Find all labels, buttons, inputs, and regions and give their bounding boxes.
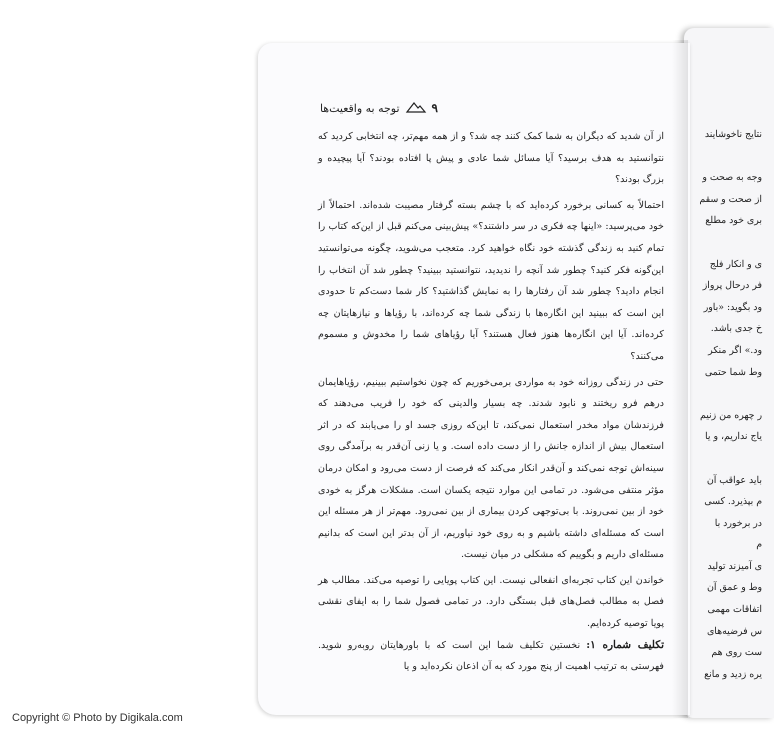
next-page-line: خ جدی باشد. — [710, 323, 762, 335]
assignment-label: تکلیف شماره ۱: — [586, 638, 664, 651]
next-page-line: م — [756, 539, 762, 551]
next-page-line: فر درحال پرواز — [702, 280, 762, 292]
paragraph-2: احتمالاً به کسانی برخورد کرده‌اید که با چشم بسته گرفتار مصیبت شده‌اند. احتمالاً از خود می‌پرسید: «اینها چه فکری در سر داشتند؟» پیش‌بینی می‌کنم قبل از این‌که کتاب را تمام کنید به زندگی گذشته خود نگاه خواهید کرد. متعجب می‌شوید، چگونه می‌توانستید این‌گونه فکر کنید؟ چطور شد آنچه را ندیدید، نتوانستید ببینید؟ چطور شد آن انتخاب را انجام دادید؟ چطور شد آن رفتارها را به نمایش گذاشتید؟ کار شما دست‌کم تا حدودی این است که ببینید این انگاره‌ها با زندگی شما چه کرده‌اند، با رؤیاها و نیازهایتان چه کرده‌اند. آیا این انگاره‌ها هنوز فعال هستند؟ آیا رؤیاهای شما را مخدوش و مسموم می‌کنند؟ — [318, 199, 664, 362]
page-gutter-shadow — [672, 40, 688, 718]
mountain-icon — [406, 101, 426, 116]
next-page-line — [692, 383, 762, 405]
copyright-text: Copyright © Photo by Digikala.com — [12, 712, 183, 724]
next-page-line: ی و انکار فلج — [709, 258, 762, 270]
next-page-line: ود بگوید: «باور — [703, 301, 762, 313]
next-page-line: م بپذیرد. کسی — [704, 496, 762, 508]
mountain-icon-svg — [406, 101, 426, 113]
next-page-line: وجه به صحت و — [702, 172, 762, 184]
next-page-line: وط شما حتمی — [704, 366, 762, 378]
next-page-line: در برخورد با — [714, 517, 762, 529]
assignment-text: نخستین تکلیف شما این است که با باورهایتان روبه‌رو شوید. فهرستی به ترتیب اهمیت از پنج مورد که به آن اذعان نکرده‌اید و یا — [318, 639, 664, 673]
page-body-text — [318, 126, 664, 678]
paragraph-4: خواندن این کتاب تجربه‌ای انفعالی نیست. این کتاب پویایی را توصیه می‌کند. مطالب هر فصل به مطالب فصل‌های قبل بستگی دارد. در تمامی فصول شما را به ایفای نقشی پویا توصیه کرده‌ایم. — [318, 574, 664, 630]
next-page-text — [692, 124, 762, 685]
next-page-line: نتایج ناخوشایند — [704, 129, 762, 140]
next-page-line: ر چهره من زنیم — [699, 409, 762, 421]
next-page-line: از صحت و سقم — [699, 193, 762, 205]
page-number: ۹ — [431, 101, 438, 115]
next-page-line — [692, 232, 762, 254]
next-page-line: س فرضیه‌های — [706, 625, 762, 637]
next-page-line: اتفاقات مهمی — [707, 604, 762, 616]
next-page-line: یاج نداریم، و یا — [705, 431, 762, 443]
next-page-line: وط و عمق آن — [707, 582, 762, 594]
next-page-line: بری خود مطلع — [705, 215, 762, 227]
paragraph-3: حتی در زندگی روزانه خود به مواردی برمی‌خوریم که چون نخواستیم ببینیم، رؤیاهایمان درهم فرو ریختند و نابود شدند. چه بسیار والدینی که خود را فریب می‌دهند که فرزندشان مواد مخدر استعمال نمی‌کند، تا این‌که روزی جسد او را می‌یابند که در اثر استعمال بیش از اندازه جانش را از دست داده است. و یا زنی آن‌قدر به برآمدگی روی سینه‌اش توجه نمی‌کند و آن‌قدر انکار می‌کند که فرصت از دست می‌رود و امکان درمان مؤثر منتفی می‌شود. در تمامی این موارد نتیجه یکسان است. مشکلات هرگز به خودی خود از بین نمی‌روند. با بی‌توجهی کردن بیماری از بین نمی‌رود. مهم‌تر از هر مسئله این است که مسئله‌ای داشته باشیم و به روی خود نیاوریم، از آن بدتر این است که بدانیم مسئله‌ای داریم و بگوییم که مشکلی در میان نیست. — [318, 376, 664, 561]
next-page-line: باید عواقب آن — [706, 474, 762, 486]
next-page-line: یره زدید و مانع — [704, 668, 762, 680]
paragraph-1: از آن شدید که دیگران به شما کمک کنند چه شد؟ و از همه مهم‌تر، چه انتخابی کردید که نتوانستید به هدف برسید؟ آیا مسائل شما عادی و پیش پا افتاده بودند؟ آیا پیچیده و بزرگ بودند؟ — [318, 131, 664, 186]
chapter-title: توجه به واقعیت‌ها — [319, 101, 400, 115]
page-header — [318, 98, 438, 118]
next-page-line — [692, 146, 762, 168]
next-page-line: ود.» اگر منکر — [708, 344, 762, 356]
next-page-line: ست روی هم — [711, 647, 762, 659]
next-page-line: ی آمیزند تولید — [707, 560, 762, 572]
assignment-paragraph — [318, 635, 664, 678]
next-page-line — [692, 448, 762, 470]
